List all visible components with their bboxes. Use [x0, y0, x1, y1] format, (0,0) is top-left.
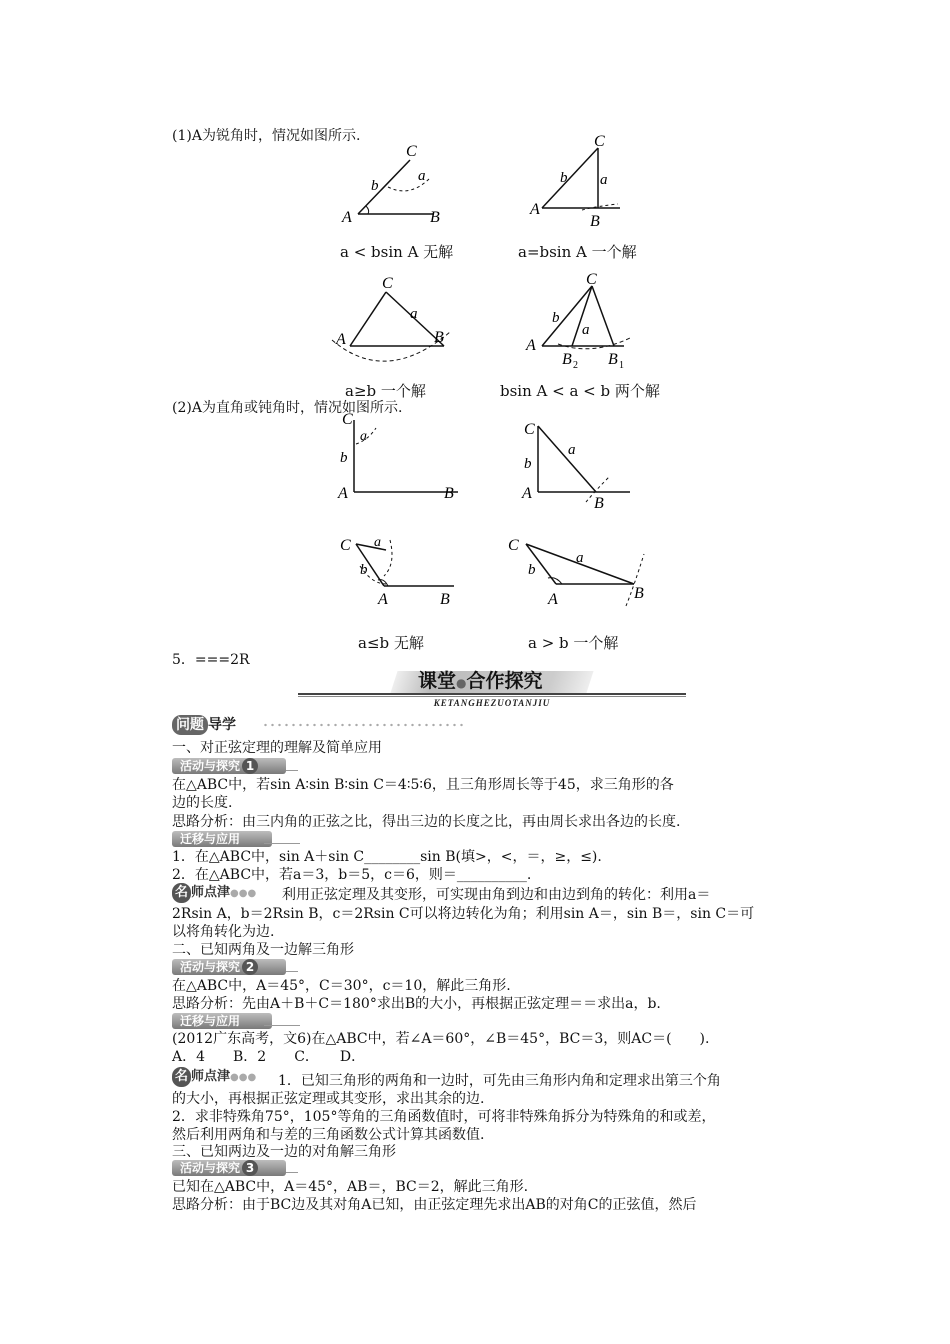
- vertex-label-b: B: [590, 213, 600, 230]
- vertex-label-c: C: [406, 143, 417, 160]
- side-label-b: b: [340, 450, 348, 466]
- figure-obtuse-no-solution: [334, 530, 464, 610]
- vertex-label-c: C: [594, 134, 605, 150]
- side-label-a: a: [360, 429, 367, 444]
- section-banner: 课堂●合作探究 KETANGHEZUOTANJIU: [298, 669, 686, 711]
- tip-1-line-2: 2Rsin A，b＝2Rsin B，c＝2Rsin C可以将边转化为角；利用sin A＝，sin B＝，sin C＝可: [172, 906, 755, 922]
- banner-title-b: 合作探究: [466, 670, 543, 692]
- dotted-divider: [262, 723, 466, 727]
- vertex-label-b: B: [430, 209, 440, 226]
- side-label-b: b: [528, 562, 536, 578]
- side-label-a: a: [374, 535, 381, 550]
- activity-2-line-2: 思路分析：先由A＋B＋C＝180°求出B的大小，再根据正弦定理＝＝求出a，b.: [172, 996, 661, 1012]
- vertex-label-a: A: [338, 485, 348, 502]
- figure-right-one-solution: [520, 418, 640, 518]
- vertex-label-a: A: [378, 591, 388, 608]
- vertex-label-b: B: [444, 485, 454, 502]
- guide-header-a: 问题: [172, 715, 208, 735]
- figure-one-solution-right: [522, 134, 642, 234]
- tip-1-line-1: 利用正弦定理及其变形，可实现由角到边和由边到角的转化：利用a＝: [282, 887, 711, 903]
- side-label-b: b: [552, 310, 560, 326]
- caption-no-solution-acute: a < bsin A 无解: [340, 243, 454, 261]
- transfer-label-2: 迁移与应用: [172, 1013, 272, 1029]
- tip-2-line-1: 1．已知三角形的两角和一边时，可先由三角形内角和定理求出第三个角: [278, 1073, 721, 1089]
- vertex-label-c: C: [508, 537, 519, 554]
- transfer-1-line-2: 2．在△ABC中，若a＝3，b＝5，c＝6，则＝__________.: [172, 867, 532, 883]
- caption-obtuse-no-solution: a≤b 无解: [358, 634, 424, 652]
- vertex-label-b: B: [434, 329, 444, 346]
- vertex-label-b: B: [634, 585, 644, 602]
- side-label-a: a: [582, 322, 590, 338]
- activity-2-line-1: 在△ABC中，A＝45°，C＝30°，c＝10，解此三角形.: [172, 978, 511, 994]
- vertex-label-a: A: [522, 485, 532, 502]
- side-label-a: a: [600, 172, 608, 188]
- transfer-2-line-1: (2012广东高考，文6)在△ABC中，若∠A＝60°，∠B＝45°，BC＝3，则AC＝( ).: [172, 1031, 710, 1047]
- vertex-label-b2: B: [562, 351, 572, 368]
- item-5: 5．===2R: [172, 652, 250, 668]
- section-3-title: 三、已知两边及一边的对角解三角形: [172, 1144, 396, 1160]
- side-label-a: a: [418, 168, 426, 184]
- caption-obtuse-one-solution: a > b 一个解: [528, 634, 619, 652]
- side-label-a: a: [410, 306, 418, 322]
- banner-subtitle: KETANGHEZUOTANJIU: [433, 698, 551, 708]
- teacher-tip-label-2: 名 师点津●●●: [172, 1066, 256, 1086]
- banner-title-a: 课堂: [418, 670, 457, 692]
- activity-1-line-2: 边的长度.: [172, 795, 233, 811]
- side-label-b: b: [371, 178, 379, 194]
- side-label-b: b: [524, 456, 532, 472]
- vertex-label-c: C: [586, 272, 597, 288]
- vertex-label-a: A: [548, 591, 558, 608]
- transfer-label-1: 迁移与应用: [172, 831, 272, 847]
- section-1-title: 一、对正弦定理的理解及简单应用: [172, 740, 382, 756]
- activity-label-1: 活动与探究 1: [172, 758, 286, 774]
- vertex-label-b: B: [440, 591, 450, 608]
- vertex-label-a: A: [342, 209, 352, 226]
- figure-two-solutions: [522, 272, 652, 372]
- caption-one-solution-acute: a≥b 一个解: [345, 382, 426, 400]
- transfer-1-line-1: 1．在△ABC中，sin A＋sin C________sin B(填>，<，＝，≥，≤).: [172, 849, 602, 865]
- guide-header-b: 导学: [208, 717, 236, 733]
- section-2-title: 二、已知两角及一边解三角形: [172, 942, 354, 958]
- activity-1-line-1: 在△ABC中，若sin A∶sin B∶sin C＝4∶5∶6，且三角形周长等于45，求三角形的各: [172, 777, 674, 793]
- figure-obtuse-one-solution: [506, 532, 656, 612]
- vertex-label-b1: B: [608, 351, 618, 368]
- vertex-label-c: C: [382, 275, 393, 292]
- figure-one-solution-acute: [326, 274, 466, 384]
- activity-1-line-3: 思路分析：由三内角的正弦之比，得出三边的长度之比，再由周长求出各边的长度.: [172, 814, 681, 830]
- side-label-a: a: [576, 550, 584, 566]
- figure-right-no-solution: [334, 410, 464, 510]
- acute-case-intro: (1)A为锐角时，情况如图所示.: [172, 128, 361, 144]
- vertex-label-c: C: [524, 421, 535, 438]
- guide-header: [172, 715, 236, 735]
- vertex-label-a: A: [526, 337, 536, 354]
- obtuse-case-intro: (2)A为直角或钝角时，情况如图所示.: [172, 400, 403, 416]
- side-label-a: a: [568, 442, 576, 458]
- vertex-label-b: B: [594, 495, 604, 512]
- activity-label-2: 活动与探究 2: [172, 959, 286, 975]
- side-label-b: b: [560, 170, 568, 186]
- tip-2-line-4: 然后利用两角和与差的三角函数公式计算其函数值.: [172, 1127, 485, 1143]
- side-label-b: b: [360, 562, 368, 578]
- tip-2-line-2: 的大小，再根据正弦定理或其变形，求出其余的边.: [172, 1091, 485, 1107]
- vertex-label-a: A: [530, 201, 540, 218]
- activity-3-line-2: 思路分析：由于BC边及其对角A已知，由正弦定理先求出AB的对角C的正弦值，然后: [172, 1197, 697, 1213]
- vertex-label-a: A: [336, 331, 346, 348]
- caption-one-solution-right: a=bsin A 一个解: [518, 243, 637, 261]
- subscript-2: 2: [573, 360, 578, 371]
- caption-two-solutions: bsin A < a < b 两个解: [500, 382, 660, 400]
- vertex-label-c: C: [340, 537, 351, 554]
- transfer-2-line-2: A．4 B．2 C． D．: [172, 1049, 366, 1065]
- activity-label-3: 活动与探究 3: [172, 1160, 286, 1176]
- subscript-1: 1: [619, 360, 624, 371]
- activity-3-line-1: 已知在△ABC中，A＝45°，AB＝，BC＝2，解此三角形.: [172, 1179, 529, 1195]
- tip-1-line-3: 以将角转化为边.: [172, 924, 275, 940]
- teacher-tip-label-1: 名 师点津●●●: [172, 882, 256, 902]
- figure-no-solution-acute: [338, 142, 458, 252]
- tip-2-line-3: 2．求非特殊角75°，105°等角的三角函数值时，可将非特殊角拆分为特殊角的和或差，: [172, 1109, 716, 1125]
- vertex-label-c: C: [342, 411, 353, 428]
